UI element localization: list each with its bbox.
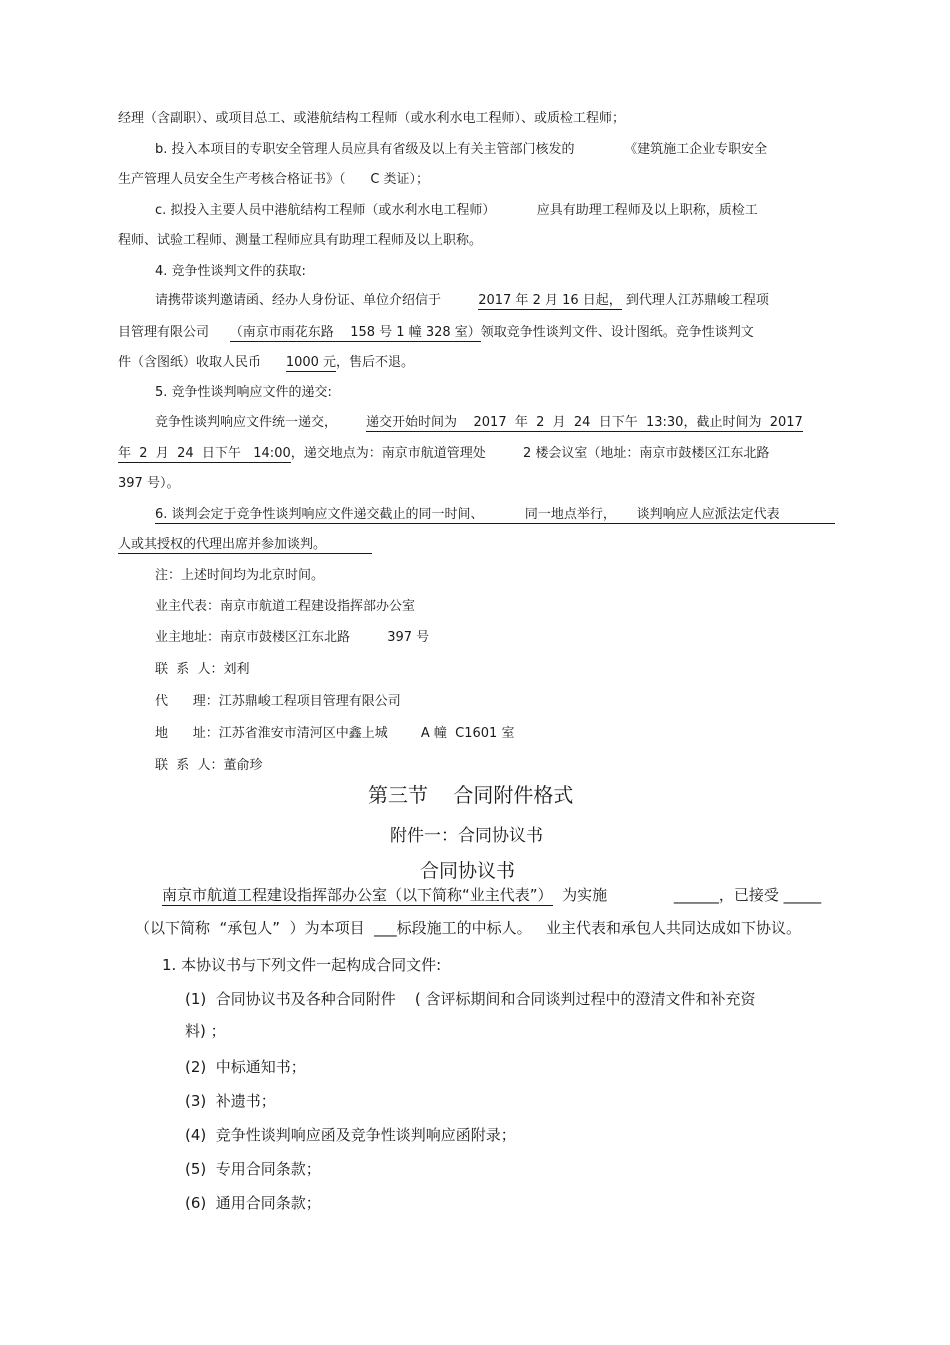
list-item: (6) 通用合同条款；: [185, 1194, 321, 1212]
contact-row: 地 址：江苏省淮安市清河区中鑫上城 A 幢 C1601 室: [155, 726, 515, 741]
list-item: (5) 专用合同条款；: [185, 1160, 321, 1178]
paragraph-line: 件（含图纸）收取人民币 1000 元，售后不退。: [118, 355, 415, 370]
agreement-line: （以下简称 “承包人” ）为本项目 ___标段施工的中标人。 业主代表和承包人共同达成如下协议。: [135, 919, 801, 937]
paragraph-line: 生产管理人员安全生产考核合格证书》（ C 类证）；: [118, 172, 430, 187]
list-item: (1) 合同协议书及各种合同附件 ( 含评标期间和合同谈判过程中的澄清文件和补充资: [185, 990, 756, 1008]
section-title: 第三节 合同附件格式: [368, 783, 574, 807]
contact-row: 业主地址：南京市鼓楼区江东北路 397 号: [155, 630, 430, 645]
paragraph-line: 人或其授权的代理出席并参加谈判。: [118, 537, 327, 552]
clause-heading: 1. 本协议书与下列文件一起构成合同文件:: [162, 956, 442, 974]
section-heading: 5. 竞争性谈判响应文件的递交:: [155, 385, 332, 400]
paragraph-line: c. 拟投入主要人员中港航结构工程师（或水利水电工程师） 应具有助理工程师及以上职称，质检工: [155, 203, 758, 218]
paragraph-line: 经理（含副职）、或项目总工、或港航结构工程师（或水利水电工程师）、或质检工程师；: [118, 111, 626, 126]
list-item: (3) 补遗书；: [185, 1092, 276, 1110]
attachment-title: 附件一：合同协议书: [390, 826, 543, 846]
paragraph-line: 目管理有限公司 （南京市雨花东路 158 号 1 幢 328 室）领取竞争性谈判文件、设计图纸。竞争性谈判文: [118, 325, 754, 340]
paragraph-line: 竞争性谈判响应文件统一递交， 递交开始时间为 2017 年 2 月 24 日下午 13:30，截止时间为 2017: [155, 415, 803, 430]
note-text: 注：上述时间均为北京时间。: [155, 568, 325, 583]
paragraph-line: 6. 谈判会定于竞争性谈判响应文件递交截止的同一时间、 同一地点举行， 谈判响应人应派法定代表: [155, 507, 780, 522]
list-item: (4) 竞争性谈判响应函及竞争性谈判响应函附录；: [185, 1126, 516, 1144]
paragraph-line: 397 号）。: [118, 476, 180, 491]
contact-row: 业主代表：南京市航道工程建设指挥部办公室: [155, 599, 416, 614]
agreement-title: 合同协议书: [420, 860, 516, 882]
paragraph-line: 请携带谈判邀请函、经办人身份证、单位介绍信于 2017 年 2 月 16 日起， 到代理人江苏鼎峻工程项: [155, 293, 769, 308]
underline-rule: [155, 523, 835, 524]
paragraph-line: 年 2 月 24 日下午 14:00，递交地点为：南京市航道管理处 2 楼会议室（地址：南京市鼓楼区江东北路: [118, 446, 770, 461]
contact-row: 联 系 人：刘利: [155, 662, 250, 677]
contact-row: 代 理：江苏鼎峻工程项目管理有限公司: [155, 694, 401, 709]
paragraph-line: b. 投入本项目的专职安全管理人员应具有省级及以上有关主管部门核发的 《建筑施工企业专职安全: [155, 142, 768, 157]
paragraph-line: 程师、试验工程师、测量工程师应具有助理工程师及以上职称。: [118, 233, 483, 248]
section-heading: 4. 竞争性谈判文件的获取:: [155, 264, 306, 279]
list-item: 料) ；: [185, 1022, 226, 1040]
underline-rule: [118, 553, 372, 554]
list-item: (2) 中标通知书；: [185, 1058, 306, 1076]
agreement-line: 南京市航道工程建设指挥部办公室（以下简称“业主代表”） 为实施 ______，已接受 _____: [162, 886, 822, 904]
contact-row: 联 系 人：董俞珍: [155, 758, 263, 773]
